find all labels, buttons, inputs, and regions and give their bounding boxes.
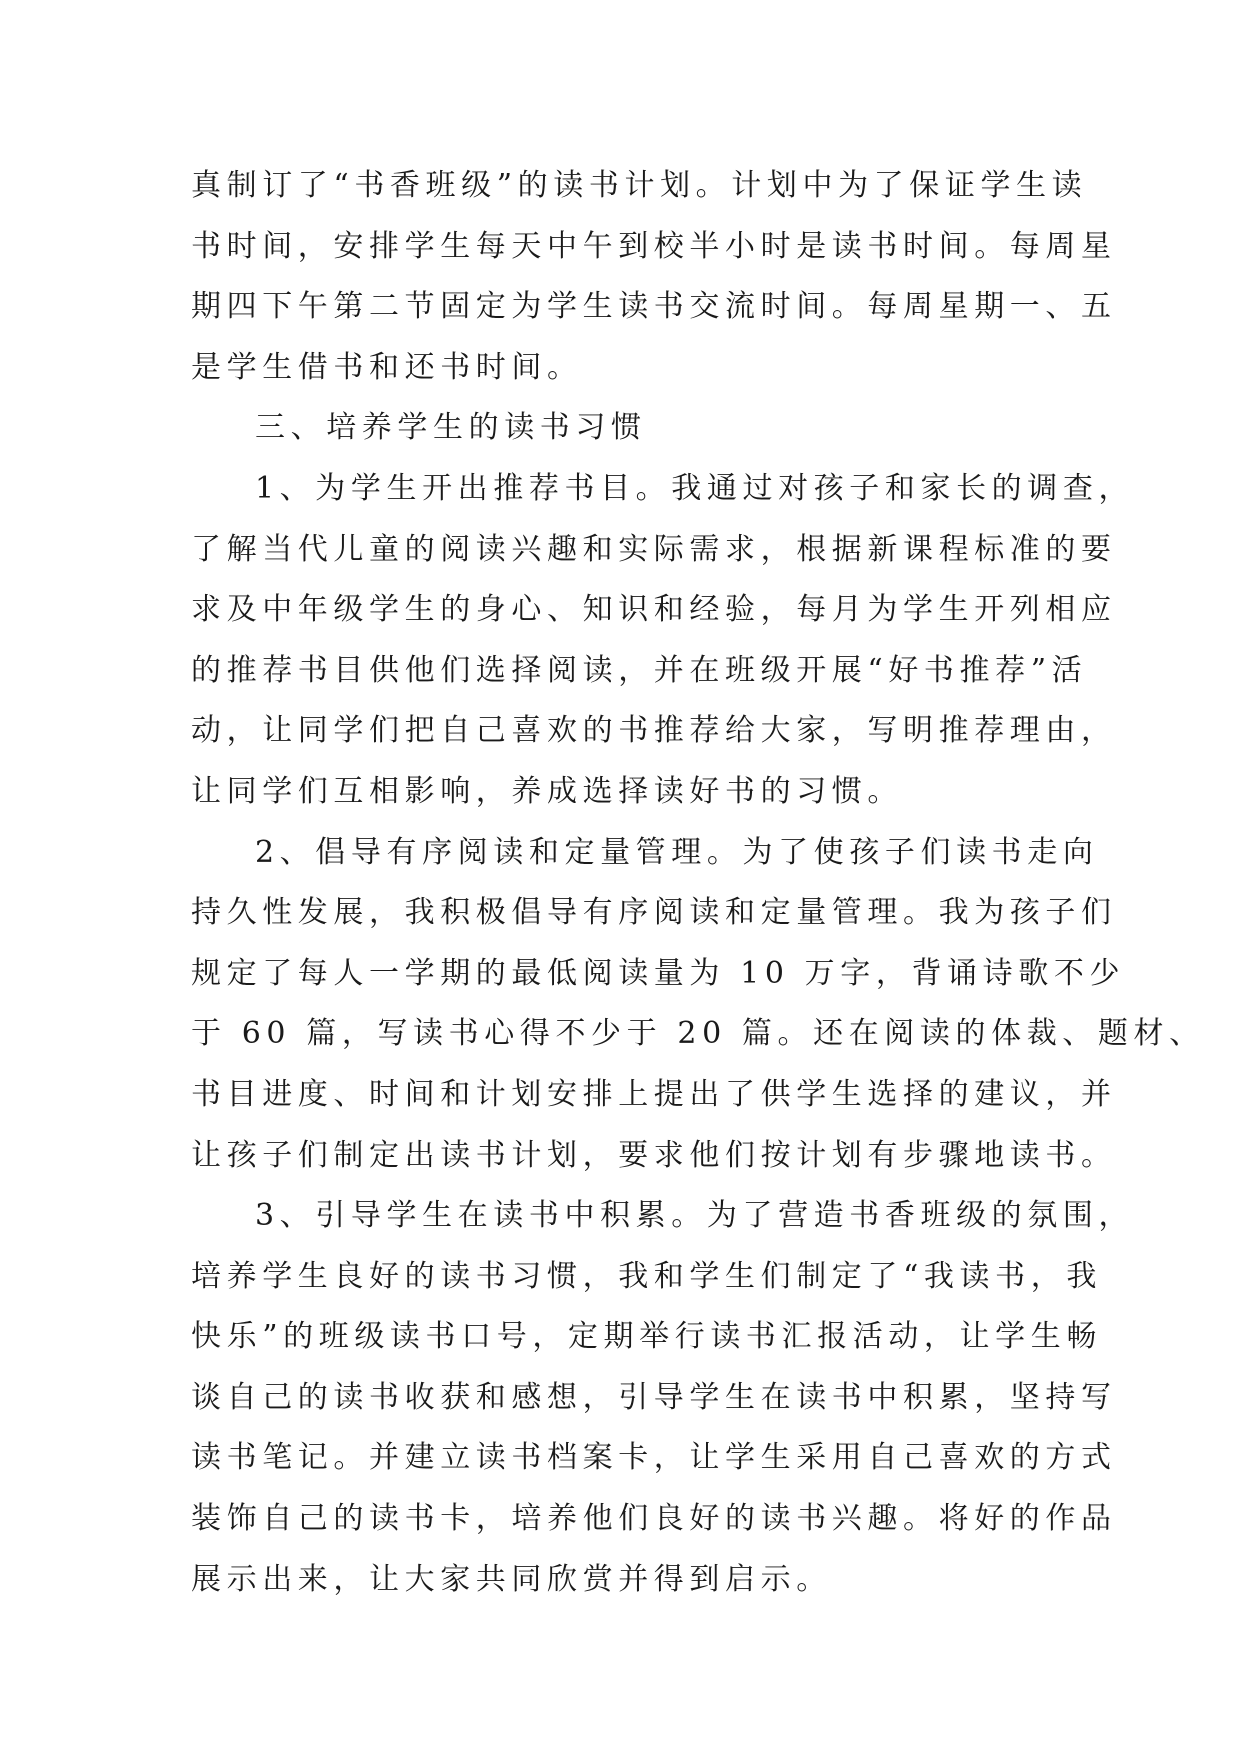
text-line: 期四下午第二节固定为学生读书交流时间。每周星期一、五: [191, 289, 1117, 325]
text-line: 于 60 篇，写读书心得不少于 20 篇。还在阅读的体裁、题材、: [191, 1016, 1205, 1052]
body-text: [191, 156, 1205, 1610]
text-line: 快乐”的班级读书口号，定期举行读书汇报活动，让学生畅: [191, 1319, 1102, 1355]
text-line: 了解当代儿童的阅读兴趣和实际需求，根据新课程标准的要: [191, 531, 1117, 567]
text-line: 求及中年级学生的身心、知识和经验，每月为学生开列相应: [191, 592, 1117, 628]
text-line: 3、引导学生在读书中积累。为了营造书香班级的氛围，: [255, 1198, 1135, 1234]
text-line: 读书笔记。并建立读书档案卡，让学生采用自己喜欢的方式: [191, 1440, 1117, 1476]
text-line: 让同学们互相影响，养成选择读好书的习惯。: [191, 773, 903, 809]
text-line: 培养学生良好的读书习惯，我和学生们制定了“我读书，我: [191, 1258, 1102, 1294]
text-line: 的推荐书目供他们选择阅读，并在班级开展“好书推荐”活: [191, 652, 1088, 688]
text-line: 是学生借书和还书时间。: [191, 349, 583, 385]
section-heading: 三、培养学生的读书习惯: [255, 410, 647, 446]
text-line: 动，让同学们把自己喜欢的书推荐给大家，写明推荐理由，: [191, 713, 1117, 749]
text-line: 书时间，安排学生每天中午到校半小时是读书时间。每周星: [191, 228, 1117, 264]
text-line: 真制订了“书香班级”的读书计划。计划中为了保证学生读: [191, 168, 1088, 203]
text-line: 规定了每人一学期的最低阅读量为 10 万字，背诵诗歌不少: [191, 955, 1126, 991]
text-line: 让孩子们制定出读书计划，要求他们按计划有步骤地读书。: [191, 1137, 1117, 1173]
text-line: 谈自己的读书收获和感想，引导学生在读书中积累，坚持写: [191, 1379, 1117, 1415]
text-line: 1、为学生开出推荐书目。我通过对孩子和家长的调查，: [255, 470, 1135, 506]
text-line: 书目进度、时间和计划安排上提出了供学生选择的建议，并: [191, 1076, 1117, 1112]
text-line: 2、倡导有序阅读和定量管理。为了使孩子们读书走向: [255, 834, 1099, 870]
text-line: 装饰自己的读书卡，培养他们良好的读书兴趣。将好的作品: [191, 1501, 1117, 1537]
text-line: 持久性发展，我积极倡导有序阅读和定量管理。我为孩子们: [191, 895, 1117, 931]
text-line: 展示出来，让大家共同欣赏并得到启示。: [191, 1561, 832, 1597]
